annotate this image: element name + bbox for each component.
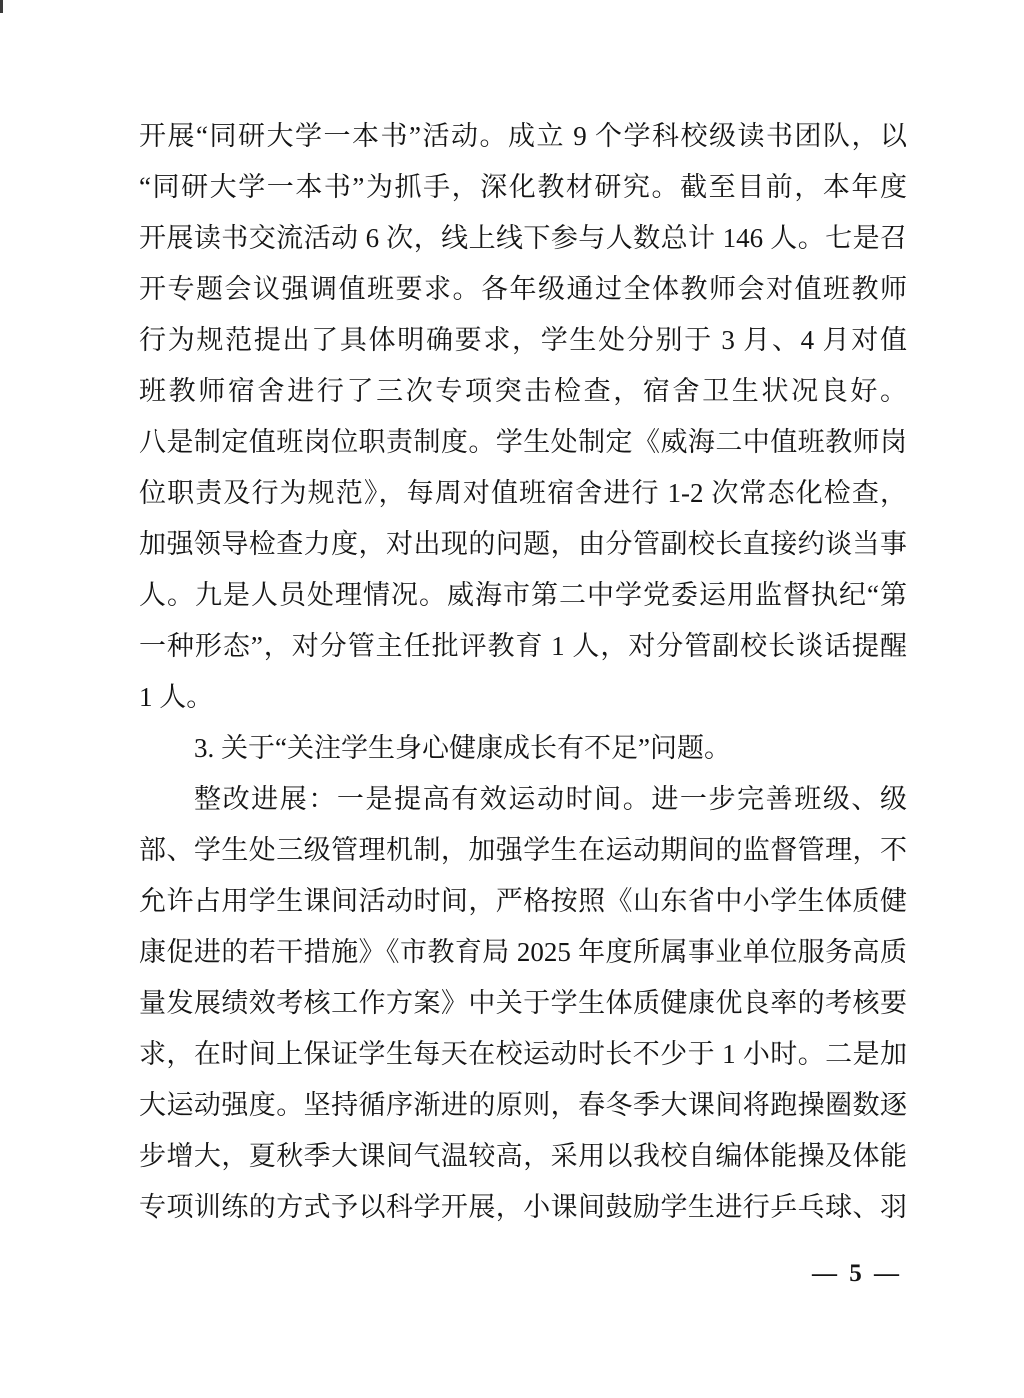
scan-artifact (0, 0, 3, 13)
document-body (139, 111, 907, 1233)
text-line: 一种形态”，对分管主任批评教育 1 人，对分管副校长谈话提醒 (139, 631, 907, 661)
text-line: 加强领导检查力度，对出现的问题，由分管副校长直接约谈当事 (139, 529, 907, 559)
text-line: “同研大学一本书”为抓手，深化教材研究。截至目前，本年度 (139, 172, 907, 202)
text-line: 步增大，夏秋季大课间气温较高，采用以我校自编体能操及体能 (139, 1141, 907, 1171)
text-line: 人。九是人员处理情况。威海市第二中学党委运用监督执纪“第 (139, 580, 907, 610)
text-line: 允许占用学生课间活动时间，严格按照《山东省中小学生体质健 (139, 886, 907, 916)
text-line: 开展读书交流活动 6 次，线上线下参与人数总计 146 人。七是召 (139, 223, 907, 253)
text-line: 班教师宿舍进行了三次专项突击检查，宿舍卫生状况良好。 (139, 376, 907, 406)
text-line: 康促进的若干措施》《市教育局 2025 年度所属事业单位服务高质 (139, 937, 907, 967)
text-line: 大运动强度。坚持循序渐进的原则，春冬季大课间将跑操圈数逐 (139, 1090, 907, 1120)
text-line: 开展“同研大学一本书”活动。成立 9 个学科校级读书团队，以 (139, 121, 907, 151)
text-line: 开专题会议强调值班要求。各年级通过全体教师会对值班教师 (139, 274, 907, 304)
text-line: 1 人。 (139, 682, 214, 712)
section-heading-line: 3. 关于“关注学生身心健康成长有不足”问题。 (194, 733, 731, 763)
text-line: 行为规范提出了具体明确要求，学生处分别于 3 月、4 月对值 (139, 325, 907, 355)
text-line: 部、学生处三级管理机制，加强学生在运动期间的监督管理，不 (139, 835, 907, 865)
text-line: 量发展绩效考核工作方案》中关于学生体质健康优良率的考核要 (139, 988, 907, 1018)
text-line: 求，在时间上保证学生每天在校运动时长不少于 1 小时。二是加 (139, 1039, 907, 1069)
text-line: 专项训练的方式予以科学开展，小课间鼓励学生进行乒乓球、羽 (139, 1192, 907, 1222)
text-line: 八是制定值班岗位职责制度。学生处制定《威海二中值班教师岗 (139, 427, 907, 457)
text-line: 位职责及行为规范》，每周对值班宿舍进行 1-2 次常态化检查， (139, 478, 907, 508)
page-number: — 5 — (812, 1260, 902, 1287)
paragraph-first-line: 整改进展：一是提高有效运动时间。进一步完善班级、级 (194, 784, 907, 814)
